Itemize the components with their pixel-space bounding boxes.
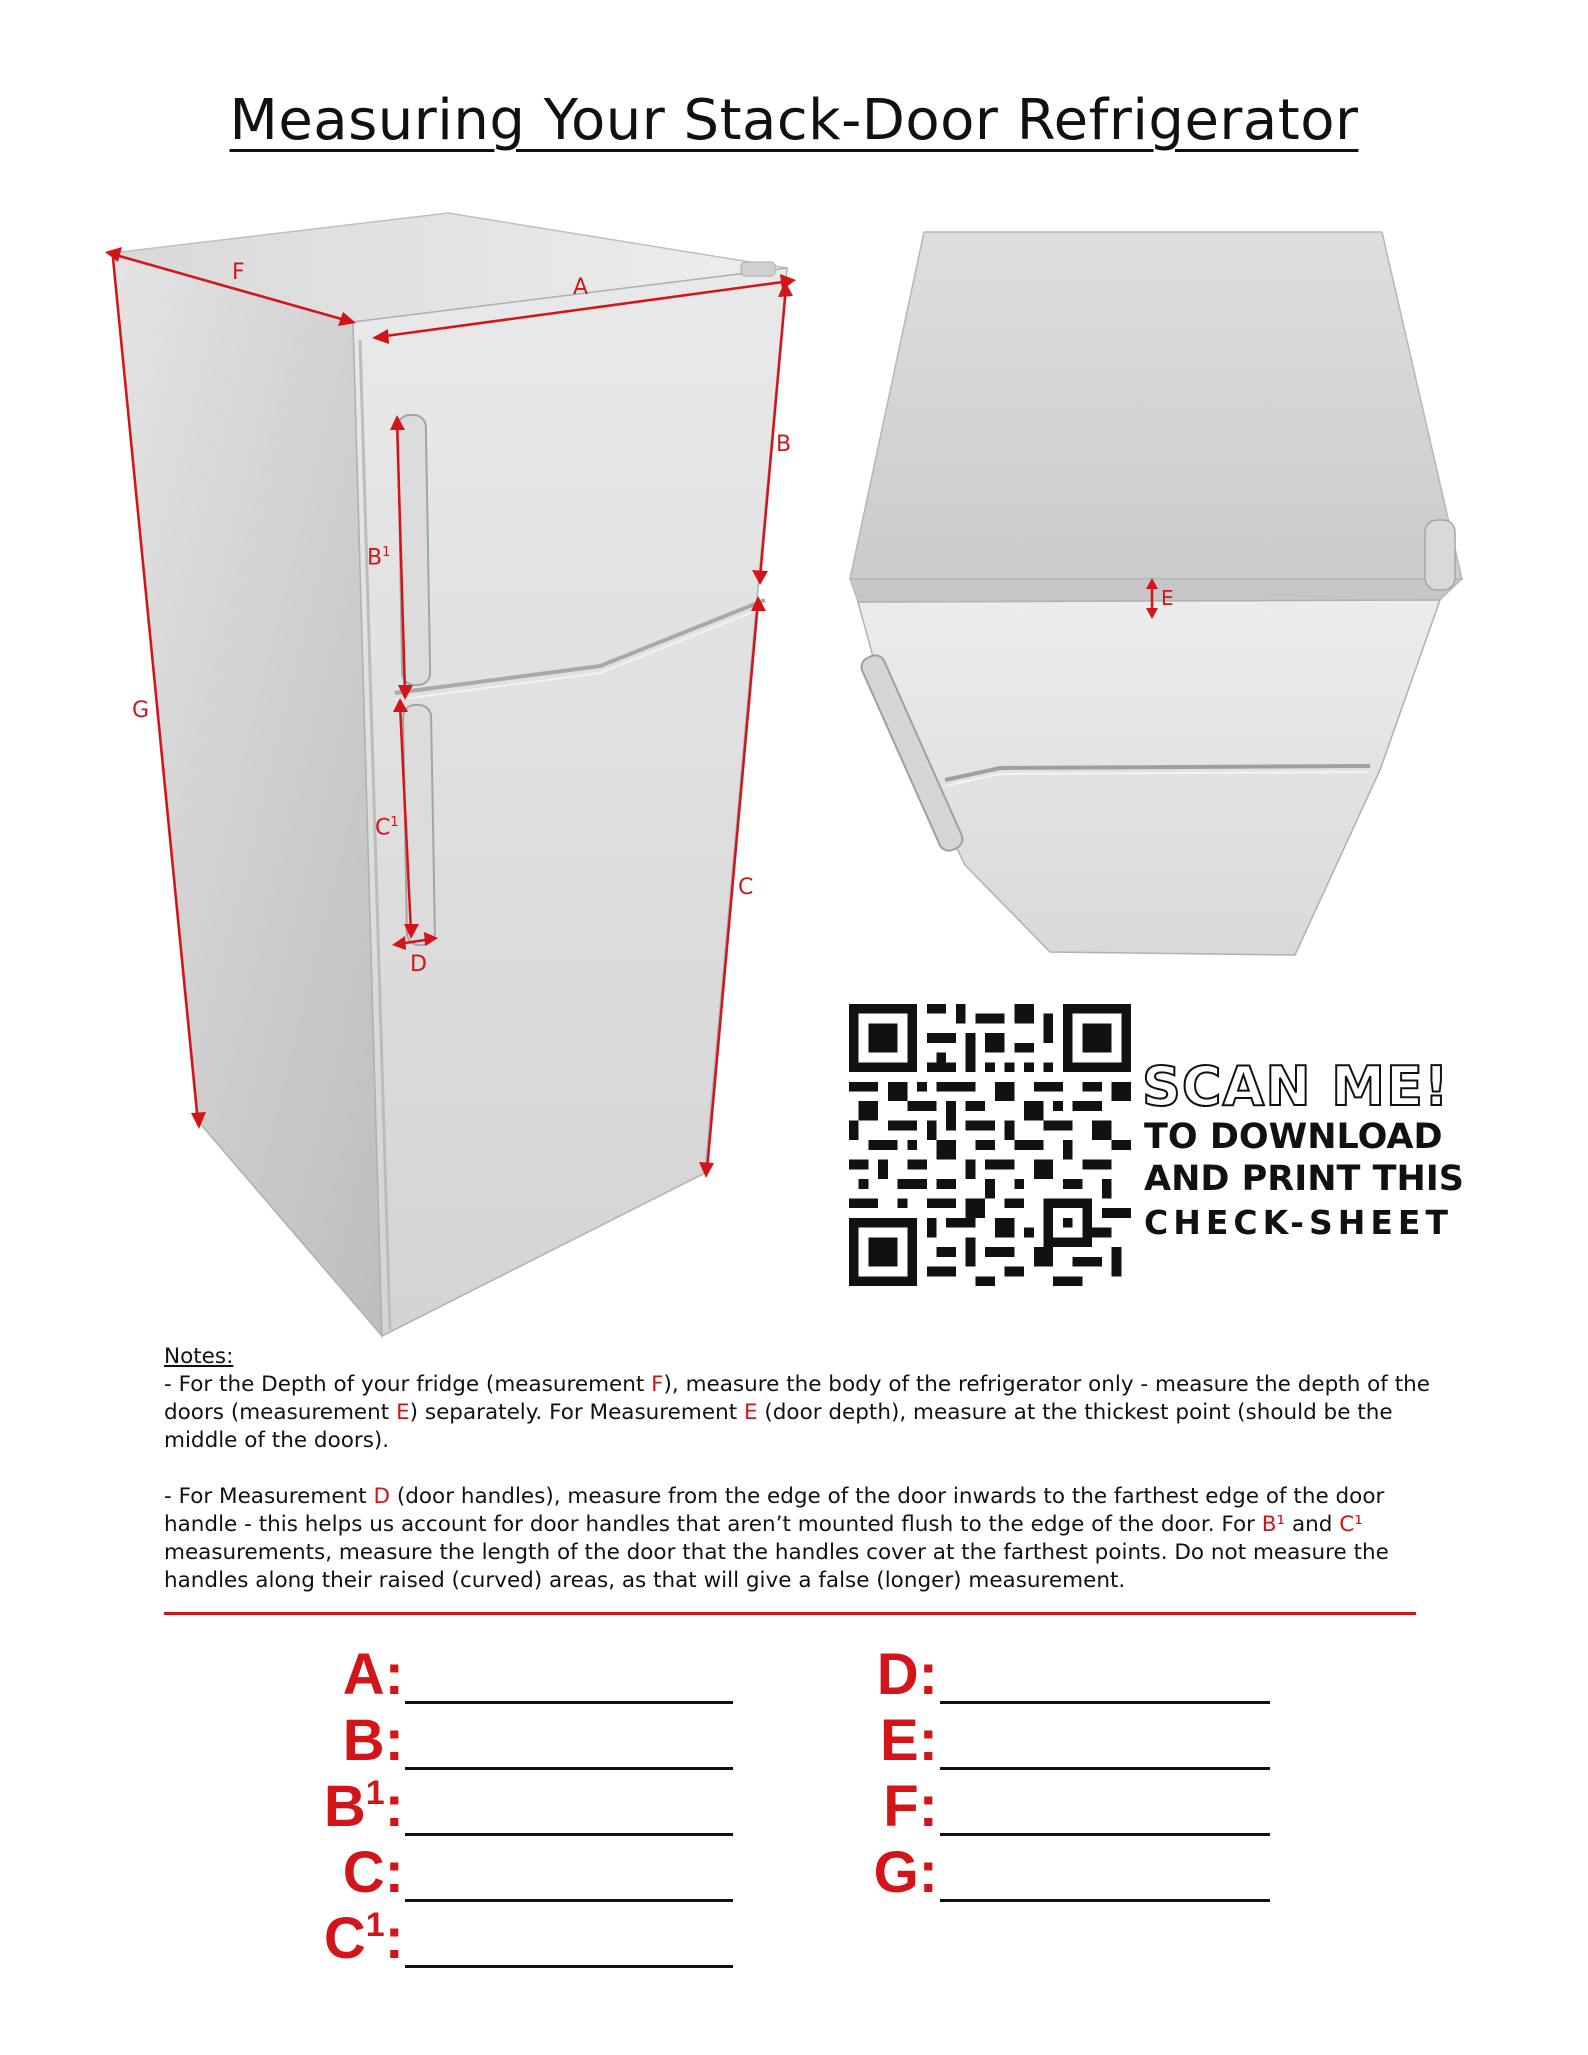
note-paragraph-1: - For the Depth of your fridge (measurement F), measure the body of the refrigerator only - measure the depth of the doors (measurement E) separately. For Measurement E (door depth), measure at the thickest point (should be the middle of the doors). [164, 1372, 1430, 1453]
label-c1: $C^1$ [375, 815, 399, 841]
label-f: F [232, 260, 245, 285]
label-e: E [1161, 586, 1174, 610]
scan-line-2: AND PRINT THIS [1144, 1159, 1464, 1199]
field-e-label: E: [880, 1708, 938, 1773]
fridge-left [112, 213, 787, 1336]
label-b: B [776, 432, 792, 457]
field-f-line[interactable] [940, 1833, 1270, 1836]
field-f-label: F: [883, 1774, 938, 1839]
scan-me-heading: SCAN ME! [1142, 1055, 1450, 1118]
fridge-right [850, 232, 1462, 955]
field-b1-label: $B^1$: [323, 1774, 404, 1839]
field-c1-line[interactable] [405, 1965, 733, 1968]
label-d: D [410, 952, 427, 977]
note-paragraph-2: - For Measurement D (door handles), measure from the edge of the door inwards to the farthest edge of the door handle - this helps us account for door handles that aren’t mounted flush to the edge of the door. For B¹ and C¹ measurements, measure the length of the door that the handles cover at the farthest points. Do not measure the handles along their raised (curved) areas, as that will give a false (longer) measurement. [164, 1484, 1389, 1593]
field-e-line[interactable] [940, 1767, 1270, 1770]
field-a-label: A: [342, 1642, 404, 1707]
field-e-label-wrap [830, 1706, 938, 1776]
label-b1: $B^1$ [367, 545, 391, 571]
field-f-label-wrap [830, 1772, 938, 1842]
field-d-label: D: [876, 1642, 938, 1707]
field-g-label-wrap [830, 1838, 938, 1908]
field-d-line[interactable] [940, 1701, 1270, 1704]
notes-heading: Notes: [164, 1344, 234, 1369]
page-title: Measuring Your Stack-Door Refrigerator [229, 88, 1359, 153]
field-b1-label-wrap [300, 1772, 404, 1842]
scan-line-1: TO DOWNLOAD [1144, 1117, 1443, 1157]
field-a-line[interactable] [405, 1701, 733, 1704]
scan-line-3: CHECK-SHEET [1144, 1203, 1453, 1242]
field-c-label-wrap [300, 1838, 404, 1908]
notes-section [164, 1343, 1434, 1595]
field-g-label: G: [873, 1840, 938, 1905]
field-c1-label: $C^1$: [323, 1906, 404, 1971]
field-d-label-wrap [830, 1640, 938, 1710]
field-a-label-wrap [300, 1640, 404, 1710]
qr-code[interactable] [849, 1004, 1131, 1286]
label-c: C [738, 875, 754, 900]
section-divider [164, 1612, 1416, 1615]
field-b1-line[interactable] [405, 1833, 733, 1836]
label-g: G [132, 698, 150, 723]
field-c-line[interactable] [405, 1899, 733, 1902]
label-a: A [573, 275, 589, 300]
field-b-label-wrap [300, 1706, 404, 1776]
field-b-label: B: [342, 1708, 404, 1773]
field-c1-label-wrap [300, 1904, 404, 1974]
field-g-line[interactable] [940, 1899, 1270, 1902]
field-b-line[interactable] [405, 1767, 733, 1770]
field-c-label: C: [342, 1840, 404, 1905]
